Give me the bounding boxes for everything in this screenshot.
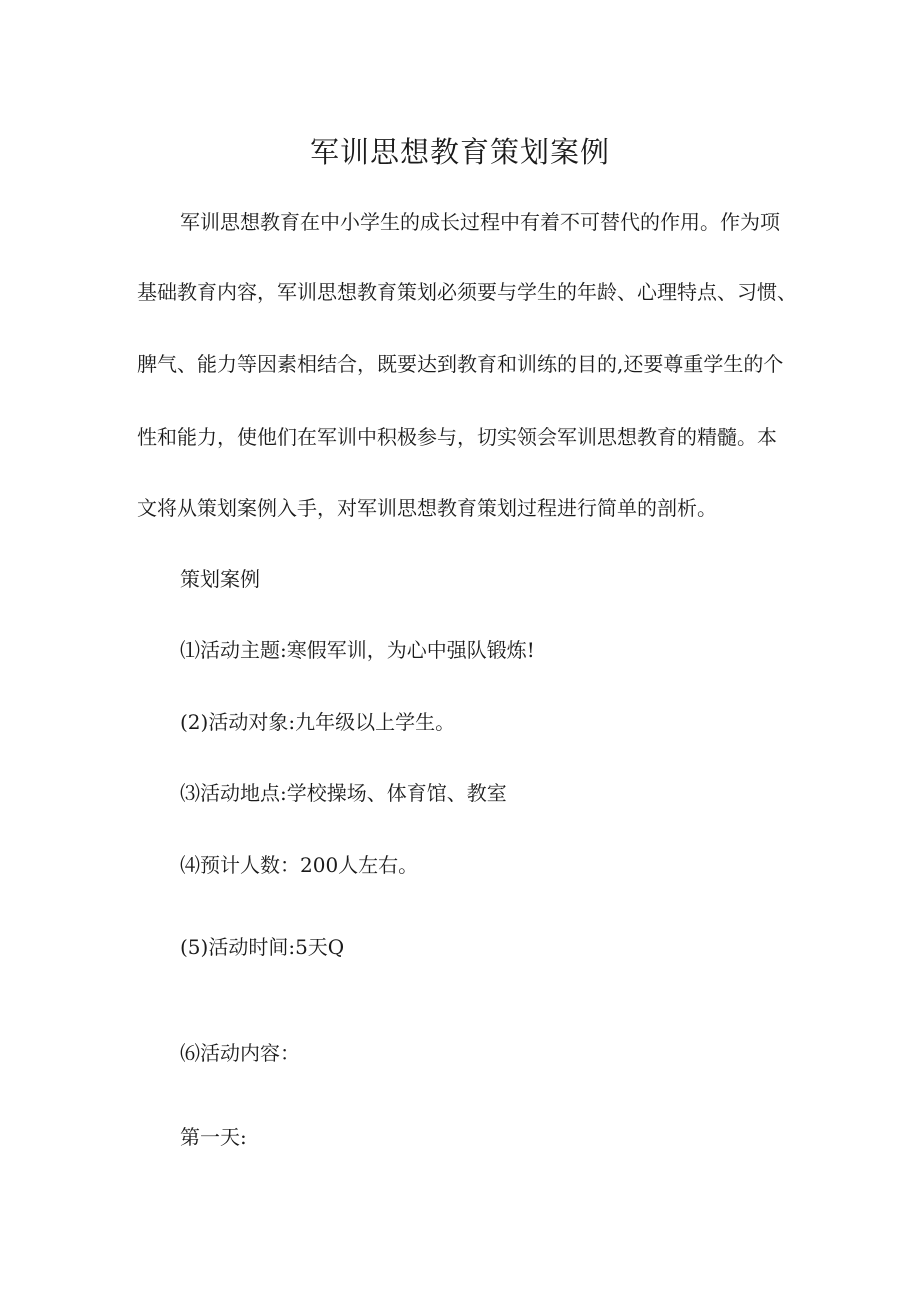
intro-line: 军训思想教育在中小学生的成长过程中有着不可替代的作用。作为项 [180, 210, 780, 234]
intro-line: 文将从策划案例入手，对军训思想教育策划过程进行简单的剖析。 [137, 496, 717, 520]
plan-item-theme: ⑴活动主题:寒假军训，为心中强队锻炼! [180, 638, 535, 662]
plan-item-day-one: 第一天: [180, 1125, 247, 1149]
plan-item-duration: (5)活动时间:5天Q [180, 935, 345, 959]
plan-item-location: ⑶活动地点:学校操场、体育馆、教室 [180, 781, 507, 805]
intro-line: 脾气、能力等因素相结合，既要达到教育和训练的目的,还要尊重学生的个 [137, 352, 784, 376]
plan-item-headcount: ⑷预计人数：200人左右。 [180, 853, 419, 877]
section-heading: 策划案例 [180, 567, 260, 591]
plan-item-content: ⑹活动内容： [180, 1041, 300, 1065]
document-title: 军训思想教育策划案例 [309, 135, 610, 169]
intro-line: 性和能力，使他们在军训中积极参与，切实领会军训思想教育的精髓。本 [137, 425, 777, 449]
plan-item-audience: (2)活动对象:九年级以上学生。 [180, 710, 456, 734]
intro-line: 基础教育内容，军训思想教育策划必须要与学生的年龄、心理特点、习惯、 [137, 280, 797, 304]
